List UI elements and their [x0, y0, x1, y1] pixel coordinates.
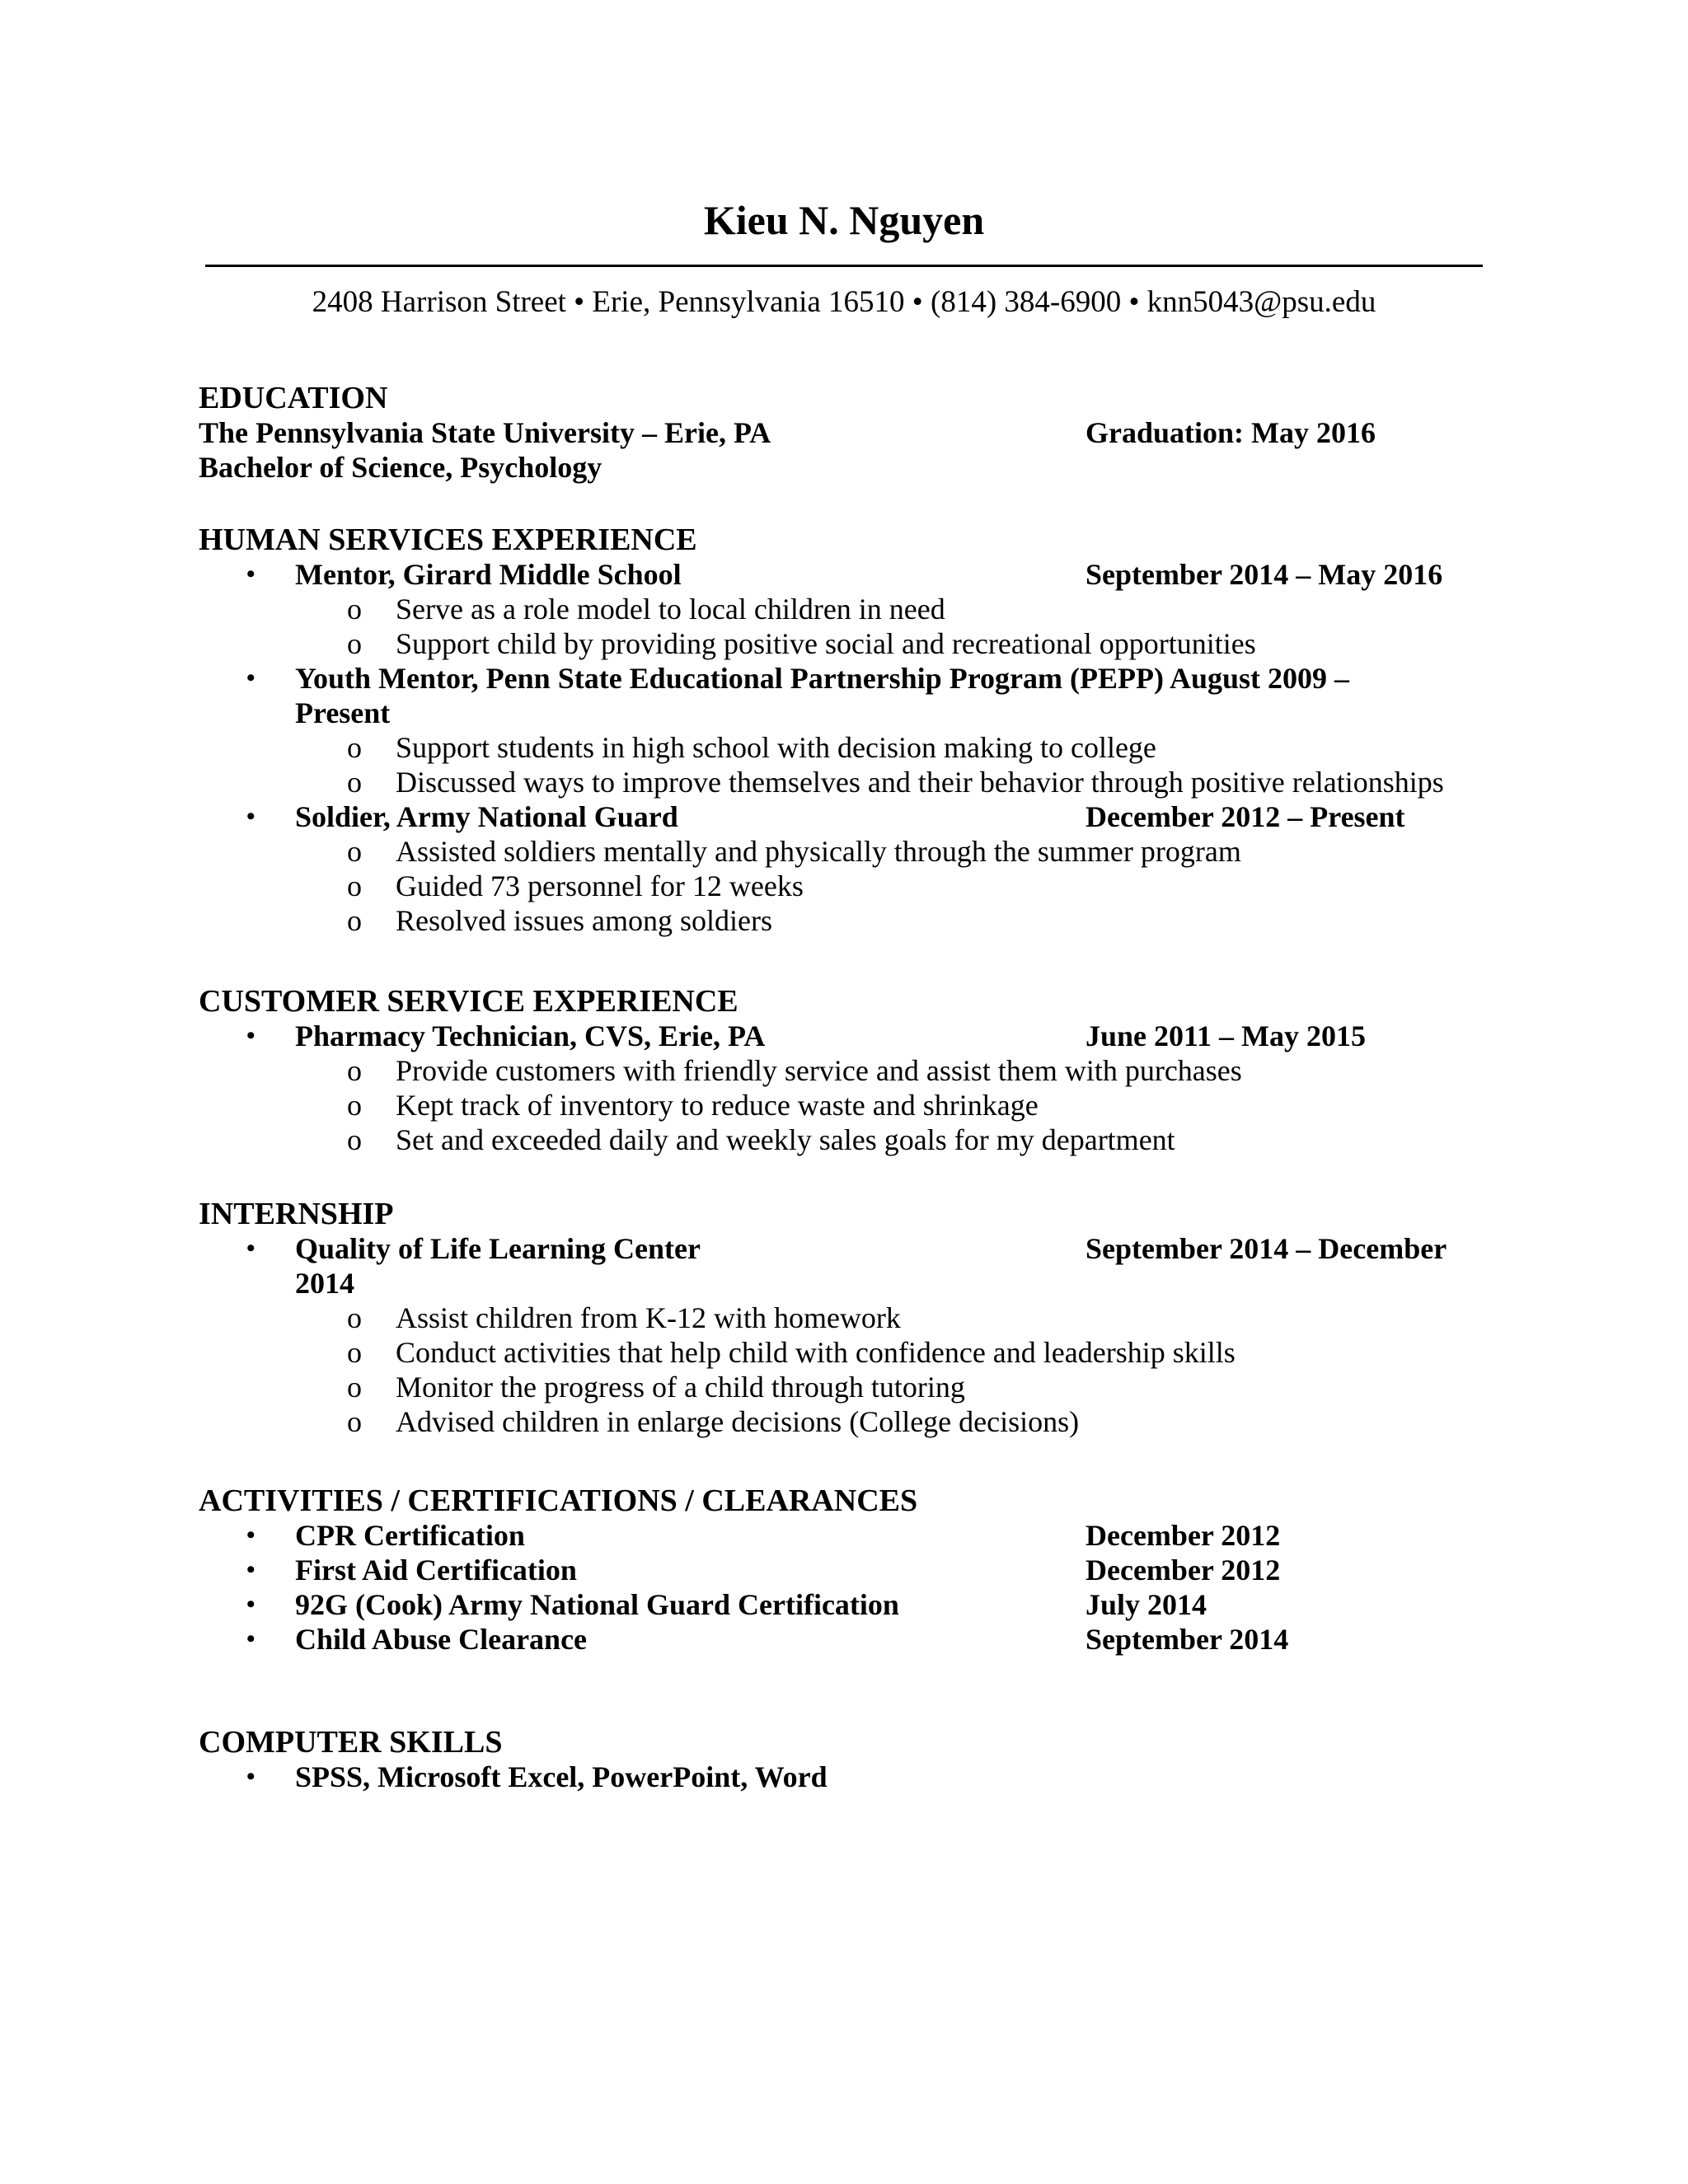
school-name: The Pennsylvania State University – Erie, PA — [199, 416, 771, 449]
section-heading: HUMAN SERVICES EXPERIENCE — [199, 523, 697, 557]
human-services-section — [0, 523, 1688, 938]
certification-date: July 2014 — [1085, 1588, 1207, 1621]
list-item — [0, 1301, 1688, 1335]
certification-name: 92G (Cook) Army National Guard Certification — [295, 1588, 899, 1621]
header-divider — [205, 265, 1483, 267]
sub-bullet-icon: o — [347, 593, 362, 626]
sub-bullet-icon: o — [347, 1301, 362, 1334]
list-item — [0, 1370, 1688, 1404]
job-title-continued: Present — [295, 696, 391, 729]
bullet-icon: • — [246, 1591, 256, 1618]
resume-name: Kieu N. Nguyen — [703, 197, 985, 243]
list-item — [0, 903, 1688, 938]
job-detail: Assisted soldiers mentally and physically through the summer program — [396, 835, 1241, 868]
job-entry — [0, 557, 1688, 592]
bullet-icon: • — [246, 1521, 256, 1549]
bullet-icon: • — [246, 1556, 256, 1583]
computer-skills-section — [0, 1725, 1688, 1794]
job-date: September 2014 – May 2016 — [1085, 558, 1443, 591]
job-detail: Conduct activities that help child with confidence and leadership skills — [396, 1336, 1236, 1369]
internship-section — [0, 1197, 1688, 1439]
list-item — [0, 834, 1688, 869]
section-heading: CUSTOMER SERVICE EXPERIENCE — [199, 984, 738, 1019]
job-detail: Provide customers with friendly service and assist them with purchases — [396, 1054, 1242, 1087]
list-item — [0, 1122, 1688, 1157]
section-heading: COMPUTER SKILLS — [199, 1725, 503, 1760]
list-item — [0, 1622, 1688, 1657]
job-entry — [0, 799, 1688, 834]
job-detail: Support students in high school with decision making to college — [396, 731, 1156, 764]
job-detail: Advised children in enlarge decisions (College decisions) — [396, 1405, 1080, 1438]
job-title: Mentor, Girard Middle School — [295, 558, 682, 591]
list-item — [0, 1335, 1688, 1370]
sub-bullet-icon: o — [347, 731, 362, 764]
list-item — [0, 765, 1688, 799]
sub-bullet-icon: o — [347, 1371, 362, 1404]
certification-date: December 2012 — [1085, 1519, 1281, 1552]
sub-bullet-icon: o — [347, 904, 362, 937]
list-item — [0, 1053, 1688, 1088]
job-entry — [0, 661, 1688, 696]
contact-line: 2408 Harrison Street • Erie, Pennsylvania 16510 • (814) 384-6900 • knn5043@psu.edu — [312, 285, 1376, 319]
job-detail: Set and exceeded daily and weekly sales goals for my department — [396, 1123, 1175, 1156]
sub-bullet-icon: o — [347, 1123, 362, 1156]
certification-date: September 2014 — [1085, 1623, 1289, 1656]
list-item — [0, 1760, 1688, 1794]
skills-list: SPSS, Microsoft Excel, PowerPoint, Word — [295, 1760, 828, 1793]
list-item — [0, 1088, 1688, 1122]
list-item — [0, 1587, 1688, 1622]
job-date: September 2014 – December — [1085, 1232, 1447, 1265]
job-detail: Monitor the progress of a child through tutoring — [396, 1371, 965, 1404]
list-item — [0, 626, 1688, 661]
job-detail: Discussed ways to improve themselves and their behavior through positive relationships — [396, 766, 1444, 799]
list-item — [0, 1404, 1688, 1439]
certification-name: First Aid Certification — [295, 1554, 577, 1586]
certification-name: Child Abuse Clearance — [295, 1623, 588, 1656]
certification-name: CPR Certification — [295, 1519, 525, 1552]
sub-bullet-icon: o — [347, 1054, 362, 1087]
sub-bullet-icon: o — [347, 766, 362, 799]
job-detail: Guided 73 personnel for 12 weeks — [396, 869, 804, 902]
job-detail: Support child by providing positive social and recreational opportunities — [396, 627, 1256, 660]
job-detail: Kept track of inventory to reduce waste and shrinkage — [396, 1089, 1039, 1122]
section-heading: ACTIVITIES / CERTIFICATIONS / CLEARANCES — [199, 1483, 918, 1518]
bullet-icon: • — [246, 560, 256, 588]
sub-bullet-icon: o — [347, 1405, 362, 1438]
bullet-icon: • — [246, 664, 256, 691]
job-detail: Resolved issues among soldiers — [396, 904, 772, 937]
job-date: December 2012 – Present — [1085, 800, 1405, 833]
graduation-date: Graduation: May 2016 — [1085, 416, 1376, 449]
sub-bullet-icon: o — [347, 835, 362, 868]
degree: Bachelor of Science, Psychology — [199, 451, 603, 484]
sub-bullet-icon: o — [347, 1336, 362, 1369]
job-date-continued: 2014 — [295, 1267, 354, 1300]
list-item — [0, 592, 1688, 626]
section-heading: EDUCATION — [199, 381, 388, 415]
sub-bullet-icon: o — [347, 1089, 362, 1122]
job-title: Youth Mentor, Penn State Educational Partnership Program (PEPP) August 2009 – — [295, 662, 1350, 695]
bullet-icon: • — [246, 1763, 256, 1790]
job-detail: Serve as a role model to local children in need — [396, 593, 945, 626]
bullet-icon: • — [246, 1625, 256, 1652]
job-entry — [0, 1231, 1688, 1266]
job-entry — [0, 1019, 1688, 1053]
job-title: Quality of Life Learning Center — [295, 1232, 701, 1265]
list-item — [0, 1518, 1688, 1553]
sub-bullet-icon: o — [347, 869, 362, 902]
job-detail: Assist children from K-12 with homework — [396, 1301, 901, 1334]
job-title: Pharmacy Technician, CVS, Erie, PA — [295, 1019, 766, 1052]
certification-date: December 2012 — [1085, 1554, 1281, 1586]
bullet-icon: • — [246, 1235, 256, 1262]
customer-service-section — [0, 984, 1688, 1157]
bullet-icon: • — [246, 803, 256, 830]
activities-section — [0, 1483, 1688, 1657]
sub-bullet-icon: o — [347, 627, 362, 660]
job-date: June 2011 – May 2015 — [1085, 1019, 1367, 1052]
list-item — [0, 730, 1688, 765]
bullet-icon: • — [246, 1022, 256, 1049]
job-title: Soldier, Army National Guard — [295, 800, 678, 833]
education-section — [0, 381, 1688, 485]
list-item — [0, 1553, 1688, 1587]
section-heading: INTERNSHIP — [199, 1197, 394, 1231]
list-item — [0, 869, 1688, 903]
